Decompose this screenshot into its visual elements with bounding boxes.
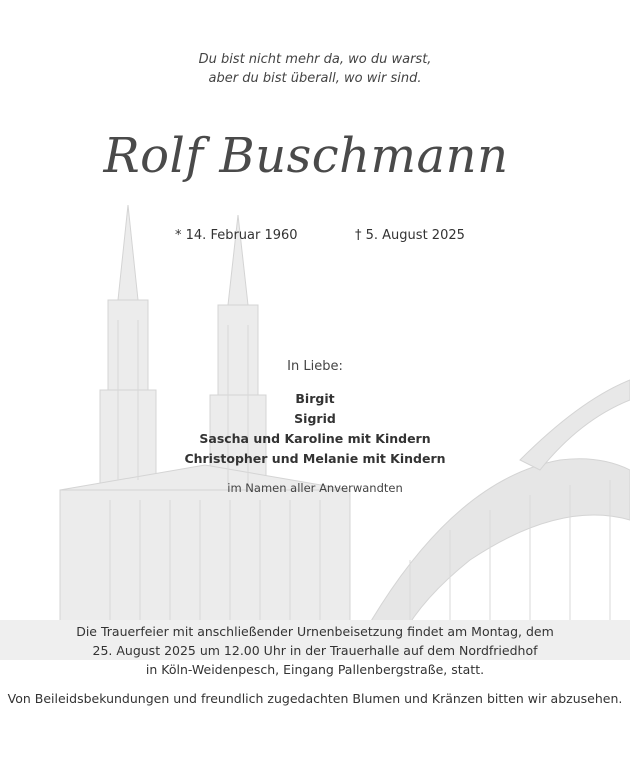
mourner-name: Birgit — [295, 391, 335, 406]
quote-line-2: aber du bist überall, wo wir sind. — [208, 71, 422, 86]
birth-date: * 14. Februar 1960 — [175, 228, 298, 243]
quote-line-1: Du bist nicht mehr da, wo du warst, — [198, 52, 432, 67]
mourner-name: Sigrid — [294, 411, 336, 426]
funeral-details — [0, 622, 630, 679]
mourner-list — [0, 389, 630, 469]
in-love-intro: In Liebe: — [287, 359, 343, 374]
mourner-name: Sascha und Karoline mit Kindern — [199, 431, 431, 446]
funeral-line-2: 25. August 2025 um 12.00 Uhr in der Trauerhalle auf dem Nordfriedhof — [92, 643, 538, 658]
death-date: † 5. August 2025 — [355, 228, 465, 243]
deceased-name: Rolf Buschmann — [103, 128, 509, 184]
quote — [0, 50, 630, 88]
relatives-note: im Namen aller Anverwandten — [227, 481, 403, 495]
mourner-name: Christopher und Melanie mit Kindern — [184, 451, 446, 466]
funeral-line-3: in Köln-Weidenpesch, Eingang Pallenbergstraße, statt. — [145, 662, 485, 677]
funeral-line-1: Die Trauerfeier mit anschließender Urnenbeisetzung findet am Montag, dem — [76, 624, 554, 639]
condolence-note: Von Beileidsbekundungen und freundlich zugedachten Blumen und Kränzen bitten wir abzusehen. — [7, 691, 623, 706]
